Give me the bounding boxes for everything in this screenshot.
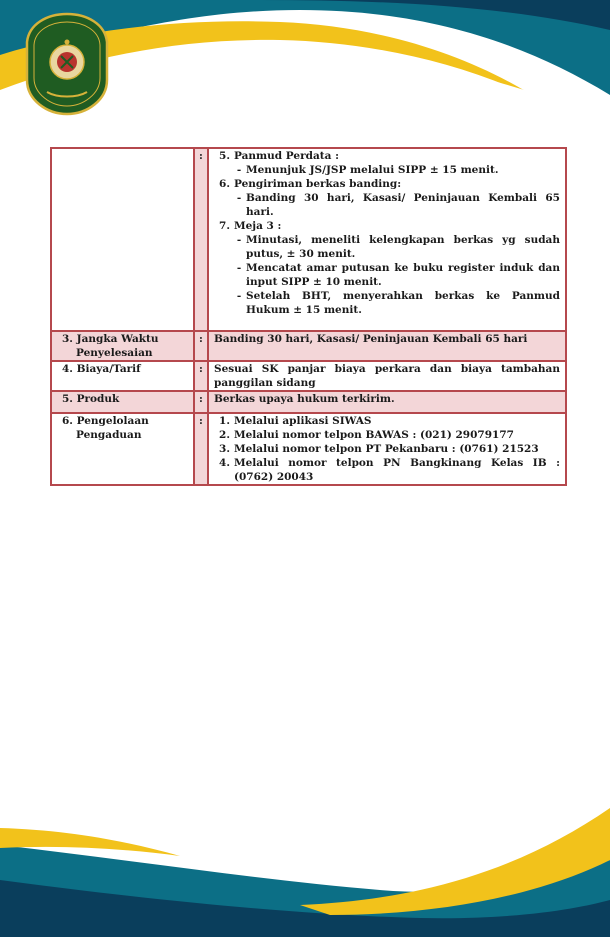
colon-cell: :: [194, 361, 208, 391]
label-cell: 4. Biaya/Tarif: [51, 361, 194, 391]
table-row: [51, 413, 566, 485]
colon-cell: :: [194, 413, 208, 485]
list-item: 4. Melalui nomor telpon PN Bangkinang Kelas IB : (0762) 20043: [219, 457, 560, 483]
list-item: - Menunjuk JS/JSP melalui SIPP ± 15 menit.: [236, 164, 499, 176]
list-item: - Banding 30 hari, Kasasi/ Peninjauan Kembali 65 hari.: [236, 192, 560, 218]
label-cell: 3. Jangka Waktu Penyelesaian: [51, 331, 194, 361]
colon-cell: :: [194, 331, 208, 361]
complaint-cell: [208, 413, 566, 485]
court-logo: [25, 12, 109, 116]
label-cell: 6. Pengelolaan Pengaduan: [51, 413, 194, 485]
list-item: - Minutasi, meneliti kelengkapan berkas yg sudah putus, ± 30 menit.: [236, 234, 560, 260]
service-table: [50, 147, 567, 486]
table-row: [51, 148, 566, 331]
list-item: 7. Meja 3 :: [219, 220, 282, 232]
colon-cell: :: [194, 391, 208, 413]
list-item: 1. Melalui aplikasi SIWAS: [219, 415, 372, 427]
list-item: 3. Melalui nomor telpon PT Pekanbaru : (0761) 21523: [219, 443, 539, 455]
value-cell: Sesuai SK panjar biaya perkara dan biaya tambahan panggilan sidang: [208, 361, 566, 391]
value-cell: Banding 30 hari, Kasasi/ Peninjauan Kembali 65 hari: [208, 331, 566, 361]
table-row: [51, 391, 566, 413]
procedure-cell: [208, 148, 566, 331]
colon-cell: :: [194, 148, 208, 331]
list-item: 6. Pengiriman berkas banding:: [219, 178, 402, 190]
list-item: 5. Panmud Perdata :: [219, 150, 339, 162]
list-item: - Setelah BHT, menyerahkan berkas ke Panmud Hukum ± 15 menit.: [236, 290, 560, 316]
list-item: - Mencatat amar putusan ke buku register induk dan input SIPP ± 10 menit.: [236, 262, 560, 288]
label-cell: [51, 148, 194, 331]
table-row: [51, 331, 566, 361]
list-item: 2. Melalui nomor telpon BAWAS : (021) 29079177: [219, 429, 514, 441]
value-cell: Berkas upaya hukum terkirim.: [208, 391, 566, 413]
table-row: [51, 361, 566, 391]
label-cell: 5. Produk: [51, 391, 194, 413]
